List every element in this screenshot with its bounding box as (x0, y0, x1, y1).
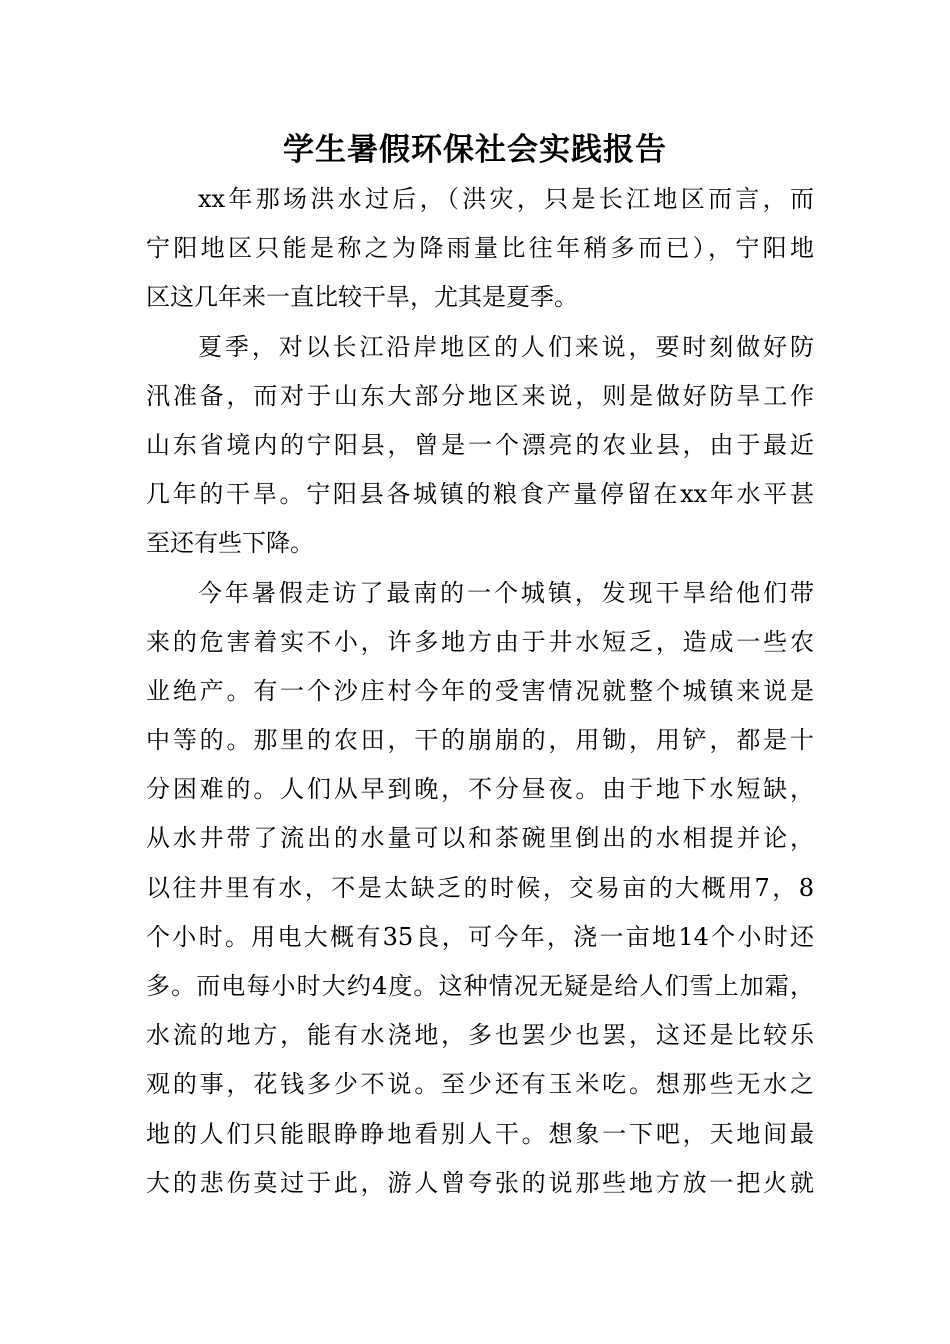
paragraph-2-line-2: 汛准备，而对于山东大部分地区来说，则是做好防旱工作 (146, 381, 814, 410)
paragraph-3-line-7: 以往井里有水，不是太缺乏的时候，交易亩的大概用7，8 (146, 873, 814, 902)
paragraph-3-line-6: 从水井带了流出的水量可以和茶碗里倒出的水相提并论， (146, 824, 814, 853)
paragraph-2-line-1: 夏季，对以长江沿岸地区的人们来说，要时刻做好防 (198, 332, 814, 361)
paragraph-1-line-3: 区这几年来一直比较干旱，尤其是夏季。 (146, 283, 578, 312)
paragraph-2-line-5: 至还有些下降。 (146, 529, 314, 558)
paragraph-3-line-5: 分困难的。人们从早到晚，不分昼夜。由于地下水短缺， (146, 775, 814, 804)
paragraph-3-line-1: 今年暑假走访了最南的一个城镇，发现干旱给他们带 (198, 578, 814, 607)
document-body (146, 175, 814, 1208)
paragraph-3-line-2: 来的危害着实不小，许多地方由于井水短乏，造成一些农 (146, 627, 814, 656)
paragraph-1-line-1: xx年那场洪水过后，（洪灾，只是长江地区而言，而 (198, 185, 814, 213)
paragraph-3-line-13: 大的悲伤莫过于此，游人曾夸张的说那些地方放一把火就 (146, 1168, 814, 1197)
paragraph-3-line-9: 多。而电每小时大约4度。这种情况无疑是给人们雪上加霜， (146, 972, 814, 1000)
paragraph-1-line-2: 宁阳地区只能是称之为降雨量比往年稍多而已），宁阳地 (146, 234, 814, 263)
paragraph-3-line-11: 观的事，花钱多少不说。至少还有玉米吃。想那些无水之 (146, 1070, 814, 1099)
paragraph-2-line-3: 山东省境内的宁阳县，曾是一个漂亮的农业县，由于最近 (146, 430, 814, 459)
paragraph-3-line-8: 个小时。用电大概有35良，可今年，浇一亩地14个小时还 (146, 922, 814, 951)
paragraph-3-line-3: 业绝产。有一个沙庄村今年的受害情况就整个城镇来说是 (146, 676, 814, 705)
paragraph-3-line-10: 水流的地方，能有水浇地，多也罢少也罢，这还是比较乐 (146, 1021, 814, 1050)
document-title: 学生暑假环保社会实践报告 (283, 132, 667, 168)
paragraph-2-line-4: 几年的干旱。宁阳县各城镇的粮食产量停留在xx年水平甚 (146, 480, 814, 509)
paragraph-3-line-4: 中等的。那里的农田，干的崩崩的，用锄，用铲，都是十 (146, 726, 814, 755)
paragraph-3-line-12: 地的人们只能眼睁睁地看别人干。想象一下吧，天地间最 (146, 1119, 814, 1148)
